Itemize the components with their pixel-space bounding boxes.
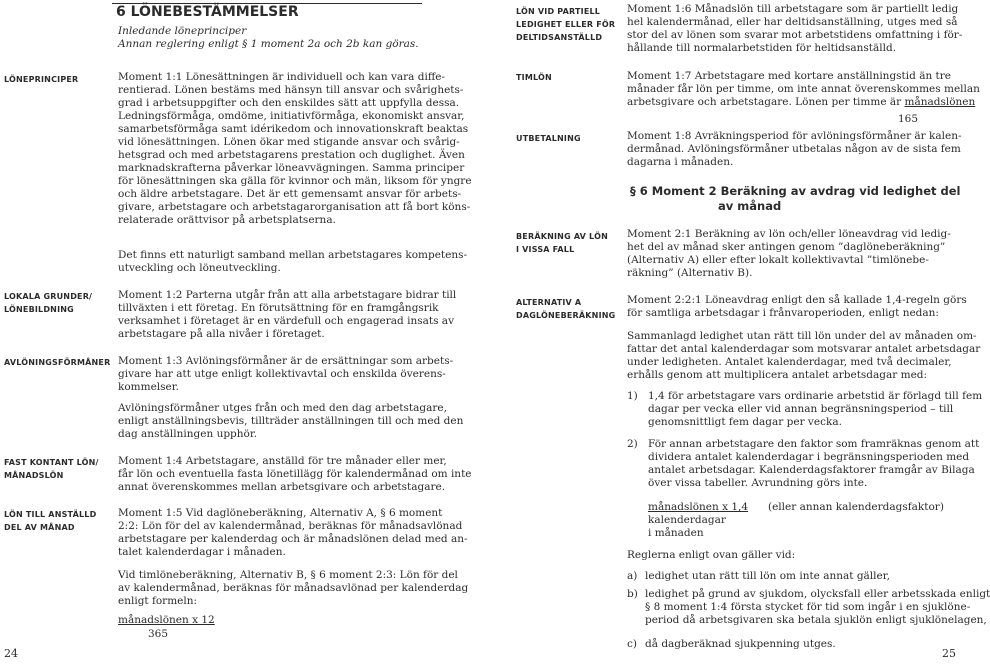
rule-a-marker: a) bbox=[627, 570, 638, 582]
formula-denominator-1: kalenderdagar bbox=[648, 514, 726, 526]
page-number: 24 bbox=[4, 647, 18, 660]
margin-label-avloningsformaner: AVLÖNINGSFÖRMÅNER bbox=[4, 358, 111, 367]
moment-1-1-paragraph-2: Det finns ett naturligt samband mellan arbetstagares kompetens- utveckling och löneutveckling. bbox=[118, 249, 468, 274]
margin-label-fast-2: MÅNADSLÖN bbox=[4, 471, 64, 480]
margin-label-alternativ-2: DAGLÖNEBERÄKNING bbox=[516, 311, 616, 320]
moment-2-2-1: Moment 2:2:1 Löneavdrag enligt den så kallade 1,4-regeln görs för samtliga arbetsdagar i frånvaroperioden, enligt nedan: bbox=[627, 294, 967, 319]
rule-c-marker: c) bbox=[627, 638, 637, 650]
margin-label-lokala-1: LOKALA GRUNDER/ bbox=[4, 292, 93, 301]
margin-label-partiell-1: LÖN VID PARTIELL bbox=[516, 7, 601, 16]
margin-label-berakning-1: BERÄKNING AV LÖN bbox=[516, 232, 608, 241]
moment-1-8: Moment 1:8 Avräkningsperiod för avlöningsförmåner är kalen- dermånad. Avlöningsförmåner utbetalas någon av de sista fem dagarna i månaden. bbox=[627, 130, 962, 168]
margin-label-loneprinciper: LÖNEPRINCIPER bbox=[4, 75, 79, 84]
margin-label-lon-1: LÖN TILL ANSTÄLLD bbox=[4, 510, 97, 519]
page-number: 25 bbox=[942, 647, 956, 660]
intro-heading: Inledande löneprinciper bbox=[118, 25, 247, 37]
margin-label-partiell-3: DELTIDSANSTÄLLD bbox=[516, 33, 603, 42]
margin-label-partiell-2: LEDIGHET ELLER FÖR bbox=[516, 20, 616, 29]
intro-text: Annan reglering enligt § 1 moment 2a och 2b kan göras. bbox=[118, 38, 419, 50]
margin-label-alternativ-1: ALTERNATIV A bbox=[516, 298, 582, 307]
formula-denominator-2: i månaden bbox=[648, 527, 704, 539]
rule-a: ledighet utan rätt till lön om inte annat gäller, bbox=[645, 570, 890, 582]
rule-c: då dagberäknad sjukpenning utges. bbox=[645, 638, 836, 650]
rule-b: ledighet på grund av sjukdom, olycksfall eller arbetsskada enligt § 8 moment 1:4 första stycket för tid som ingår i en sjuklöne- period då arbetsgivaren ska betala sjuklön enligt sjuklönelagen, bbox=[645, 588, 990, 626]
moment-2-2-1-paragraph-2: Sammanlagd ledighet utan rätt till lön under del av månaden om- fattar det antal kalenderdagar som motsvarar antalet arbetsdagar under ledigheten. Antalet kalenderdagar, med två decimaler, erhålls genom att multiplicera antalet arbetsdagar med: bbox=[627, 330, 981, 381]
formula-numerator: månadslönen x 1,4 bbox=[648, 501, 749, 513]
margin-label-fast-1: FAST KONTANT LÖN/ bbox=[4, 458, 99, 467]
right-page bbox=[480, 0, 990, 666]
moment-2-1: Moment 2:1 Beräkning av lön och/eller löneavdrag vid ledig- het del av månad sker antingen genom ”daglöneberäkning” (Alternativ A) eller efter lokalt kollektivavtal ”timlönebe- räkning” (Alternativ B). bbox=[627, 228, 951, 279]
section-2-title-line-1: § 6 Moment 2 Beräkning av avdrag vid ledighet del bbox=[630, 184, 961, 198]
moment-1-5: Moment 1:5 Vid daglöneberäkning, Alternativ A, § 6 moment 2:2: Lön för del av kalendermånad, beräknas för månadsavlönad arbetstagare per kalenderdag och är månadslönen delad med an- talet kalenderdagar i månaden. bbox=[118, 507, 468, 558]
moment-1-7-numerator: månadslönen bbox=[904, 96, 976, 108]
moment-1-7: Moment 1:7 Arbetstagare med kortare anställningstid än tre månader får lön per timme, om inte annat överenskommes mellan arbetsgivare och arbetstagare. Lönen per timme är månadslönen bbox=[627, 70, 980, 108]
list-item-2-marker: 2) bbox=[627, 438, 638, 450]
margin-label-lokala-2: LÖNEBILDNING bbox=[4, 305, 74, 314]
moment-1-4: Moment 1:4 Arbetstagare, anställd för tre månader eller mer, får lön och eventuella fasta lönetillägg för kalendermånad om inte annat överenskommes mellan arbetsgivare och arbetstagare. bbox=[118, 455, 472, 493]
formula-numerator: månadslönen x 12 bbox=[118, 614, 215, 626]
formula-denominator: 365 bbox=[148, 628, 169, 640]
section-title: 6 LÖNEBESTÄMMELSER bbox=[116, 4, 299, 20]
rules-intro: Reglerna enligt ovan gäller vid: bbox=[627, 549, 796, 561]
list-item-1: 1,4 för arbetstagare vars ordinarie arbetstid är förlagd till fem dagar per vecka eller vid annan begränsningsperiod – till genomsnittligt fem dagar per vecka. bbox=[648, 390, 983, 428]
moment-1-5-paragraph-2: Vid timlöneberäkning, Alternativ B, § 6 moment 2:3: Lön för del av kalendermånad, beräknas för månadsavlönad per kalenderdag enligt formeln: bbox=[118, 569, 469, 607]
rule-b-marker: b) bbox=[627, 588, 638, 600]
margin-label-berakning-2: I VISSA FALL bbox=[516, 245, 575, 254]
moment-1-6: Moment 1:6 Månadslön till arbetstagare som är partiellt ledig hel kalendermånad, eller har deltidsanställning, utges med så stor del av lönen som svarar mot arbetstidens omfattning i för- hållande till normalarbetstiden för heltidsanställd. bbox=[627, 3, 963, 54]
section-2-title-line-2: av månad bbox=[718, 199, 782, 213]
left-page bbox=[0, 0, 480, 666]
list-item-2: För annan arbetstagare den faktor som framräknas genom att dividera antalet kalenderdagar i begränsningsperioden med antalet arbetsdagar. Kalenderdagsfaktorer framgår av Bilaga över vissa tabeller. Avrundning görs inte. bbox=[648, 438, 980, 489]
moment-1-3-paragraph-2: Avlöningsförmåner utges från och med den dag arbetstagare, enligt anställningsbevis, tillträder anställningen till och med den dag anställningen upphör. bbox=[118, 402, 464, 440]
margin-label-utbetalning: UTBETALNING bbox=[516, 134, 581, 143]
moment-1-3: Moment 1:3 Avlöningsförmåner är de ersättningar som arbets- givare har att utge enligt kollektivavtal och enskilda överens- kommelser. bbox=[118, 355, 454, 393]
moment-1-1: Moment 1:1 Lönesättningen är individuell och kan vara diffe- rentierad. Lönen bestäms med hänsyn till ansvar och svårighets- grad i arbetsuppgifter och den enskildes sätt att uppfylla dessa. Ledningsförmåga, omdöme, initiativförmåga, ekonomiskt ansvar, samarbetsförmåga samt idérikedom och innovationskraft beaktas vid lönesättningen. Lönen ökar med stigande ansvar och svårig- hetsgrad och med arbetstagarens prestation och duglighet. Även marknadskrafterna påverkar löneavvägningen. Samma principer för lönesättningen ska gälla för kvinnor och män, liksom för yngre och äldre arbetstagare. Det är ett gemensamt ansvar för arbets- givare, arbetstagare och arbetstagarorganisation att få bort köns- relaterade orättvisor på arbetsplatserna. bbox=[118, 71, 472, 226]
margin-label-timlon: TIMLÖN bbox=[516, 73, 552, 82]
margin-label-lon-2: DEL AV MÅNAD bbox=[4, 523, 75, 532]
moment-1-2: Moment 1:2 Parterna utgår från att alla arbetstagare bidrar till tillväxten i ett företag. En förutsättning för en framgångsrik verksamhet i företaget är en värdefull och engagerad insats av arbetstagare på alla nivåer i företaget. bbox=[118, 289, 457, 340]
moment-1-7-denominator: 165 bbox=[898, 113, 919, 125]
list-item-1-marker: 1) bbox=[627, 390, 638, 402]
formula-note: (eller annan kalenderdagsfaktor) bbox=[768, 501, 944, 513]
